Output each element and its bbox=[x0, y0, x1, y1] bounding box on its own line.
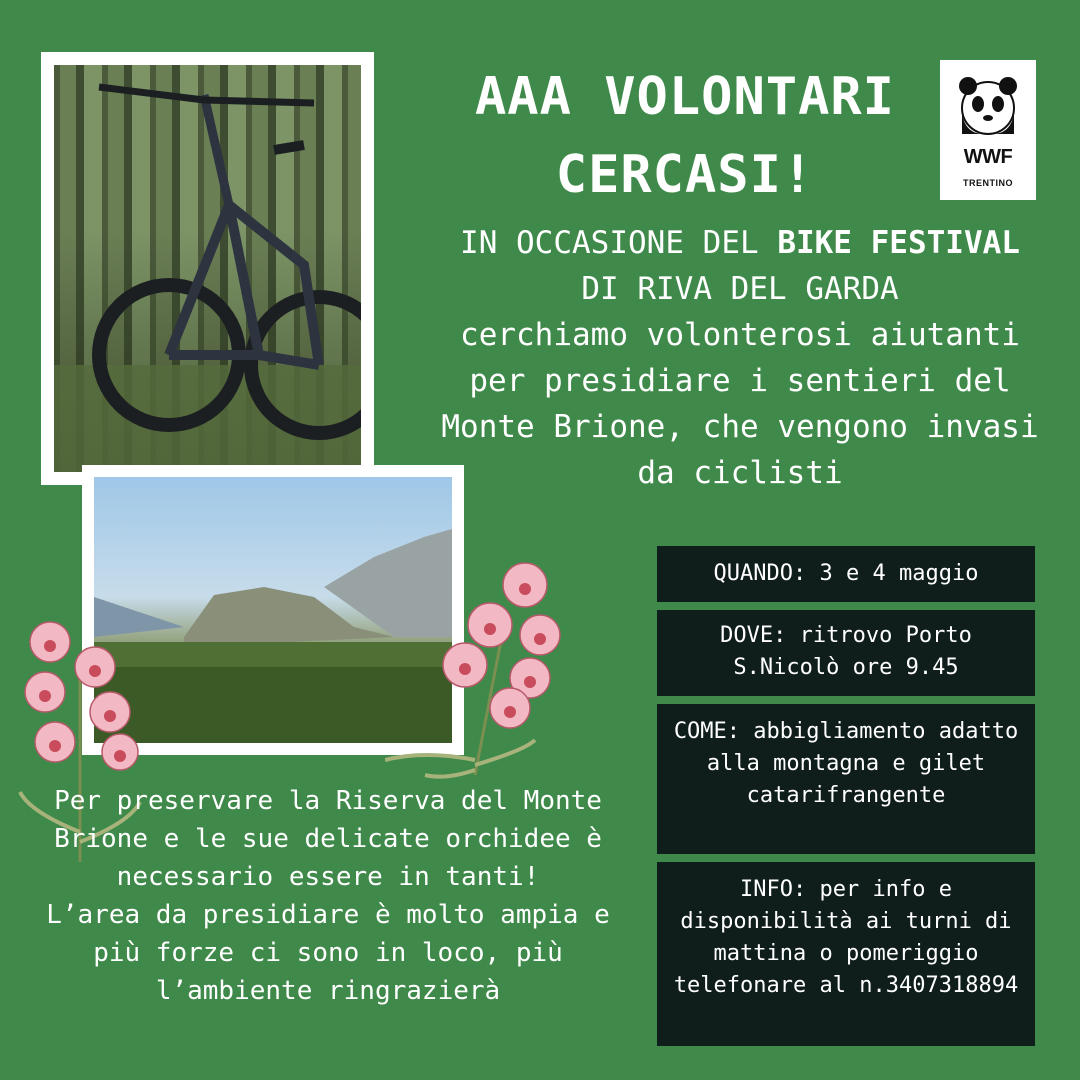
orchid-flower-right-decoration bbox=[385, 560, 575, 780]
info-where-text: DOVE: ritrovo Porto S.Nicolò ore 9.45 bbox=[720, 623, 972, 680]
info-box-when bbox=[657, 546, 1035, 602]
bike-photo bbox=[41, 52, 374, 485]
intro-part-3: cerchiamo volonterosi aiutanti per presidiare i sentieri del Monte Brione, che vengono invasi da ciclisti bbox=[441, 317, 1039, 491]
title-line-1: AAA VOLONTARI bbox=[475, 67, 895, 127]
bike-photo-image bbox=[54, 65, 361, 472]
wwf-logo bbox=[940, 60, 1036, 200]
title-line-2: CERCASI! bbox=[555, 145, 815, 205]
bike-illustration bbox=[54, 65, 361, 472]
intro-event-name: BIKE FESTIVAL bbox=[777, 225, 1020, 261]
bottom-text bbox=[28, 782, 628, 1010]
info-when-text: QUANDO: 3 e 4 maggio bbox=[713, 561, 979, 586]
info-box-info bbox=[657, 862, 1035, 1046]
panda-icon bbox=[956, 74, 1020, 136]
intro-part-1: IN OCCASIONE DEL bbox=[460, 225, 778, 261]
logo-text: WWF bbox=[963, 146, 1013, 168]
page-title bbox=[420, 58, 950, 214]
intro-part-2: DI RIVA DEL GARDA bbox=[581, 271, 899, 307]
info-box-how bbox=[657, 704, 1035, 854]
logo-subtitle: TRENTINO bbox=[963, 178, 1013, 188]
bottom-paragraph-1: Per preservare la Riserva del Monte Brione e le sue delicate orchidee è necessario essere in tanti! bbox=[54, 786, 602, 892]
bottom-paragraph-2: L’area da presidiare è molto ampia e più forze ci sono in loco, più l’ambiente ringrazierà bbox=[46, 900, 610, 1006]
intro-text bbox=[440, 220, 1040, 496]
info-box-where bbox=[657, 610, 1035, 696]
info-info-text: INFO: per info e disponibilità ai turni di mattina o pomeriggio telefonare al n.3407318894 bbox=[673, 877, 1019, 998]
info-how-text: COME: abbigliamento adatto alla montagna e gilet catarifrangente bbox=[673, 719, 1019, 808]
